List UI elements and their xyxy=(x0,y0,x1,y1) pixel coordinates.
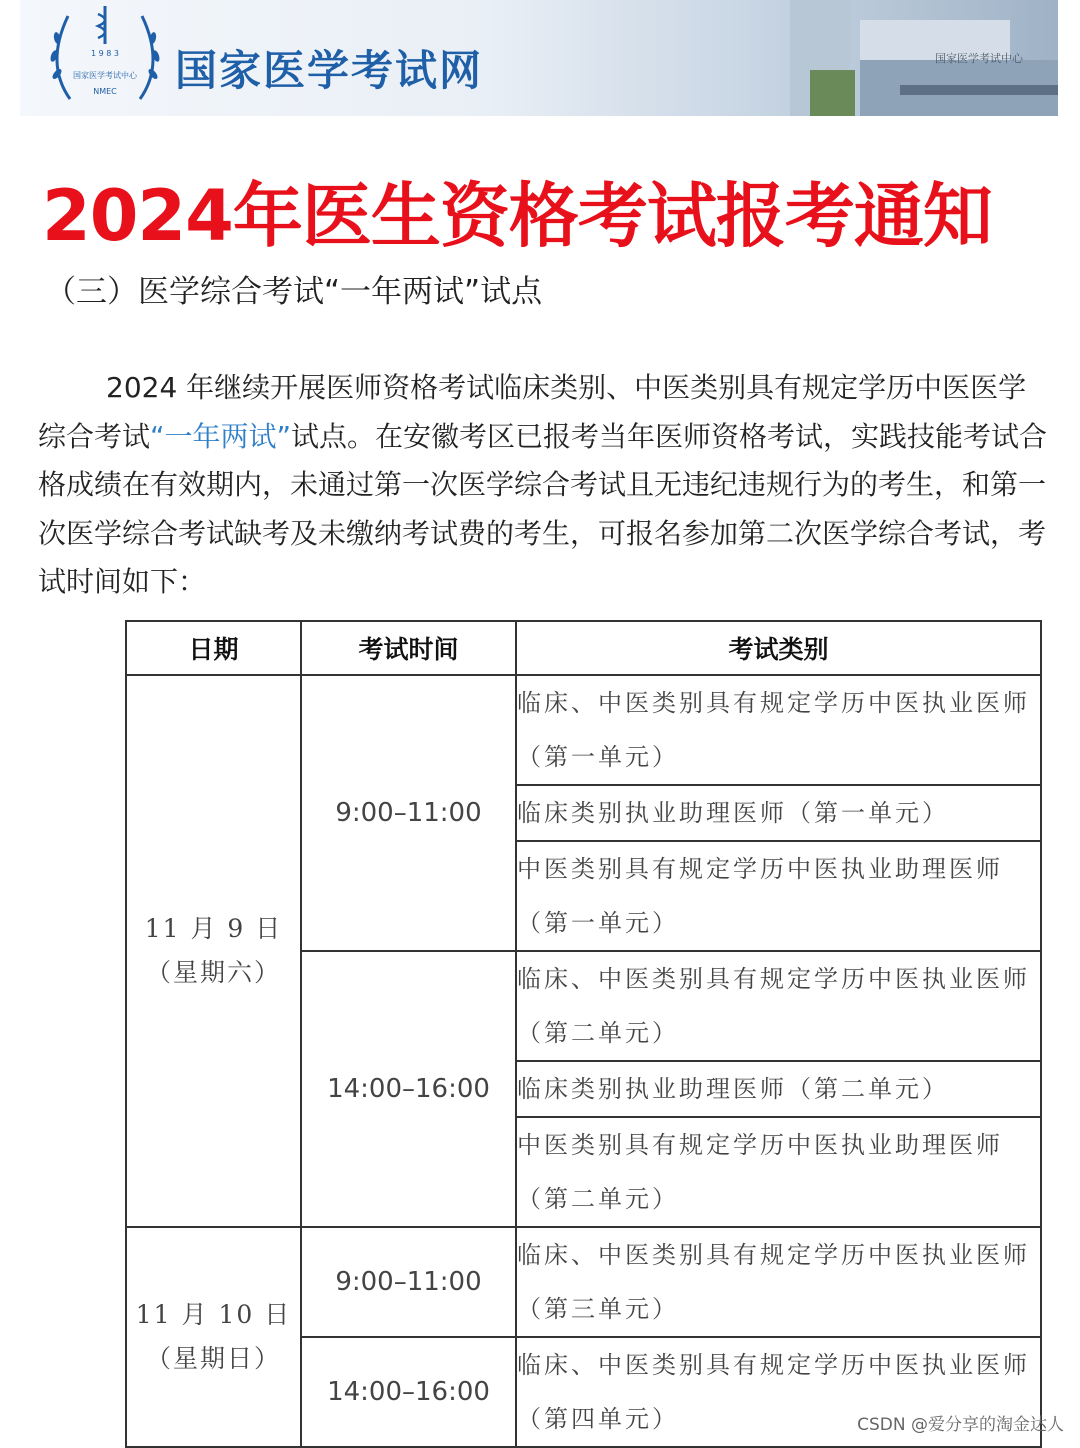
exam-category-cell: 临床类别执业助理医师（第一单元） xyxy=(516,785,1041,841)
csdn-watermark: CSDN @爱分享的淘金达人 xyxy=(857,1415,1064,1435)
day2-am-time: 9:00–11:00 xyxy=(301,1227,516,1337)
building-sign: 国家医学考试中心 xyxy=(935,52,1023,65)
day1-date-cell xyxy=(126,675,301,1227)
site-name: 国家医学考试网 xyxy=(175,46,484,95)
day1-pm-time: 14:00–16:00 xyxy=(301,951,516,1227)
day1-weekday: （星期六） xyxy=(145,958,281,987)
day2-weekday: （星期日） xyxy=(145,1344,281,1373)
day2-date-cell xyxy=(126,1227,301,1447)
header-time: 考试时间 xyxy=(301,621,516,675)
exam-schedule-table xyxy=(125,620,1042,1448)
emblem-abbr: NMEC xyxy=(93,87,117,96)
exam-category-cell: 中医类别具有规定学历中医执业助理医师（第一单元） xyxy=(516,841,1041,951)
day1-am-time: 9:00–11:00 xyxy=(301,675,516,951)
day2-date: 11 月 10 日 xyxy=(135,1300,292,1329)
exam-category-cell: 临床类别执业助理医师（第二单元） xyxy=(516,1061,1041,1117)
table-row xyxy=(126,1227,1041,1337)
paragraph-text-end: 试点。在安徽考区已报考当年医师资格考试，实践技能考试合格成绩在有效期内，未通过第一次医学综合考试且无违纪违规行为的考生，和第一次医学综合考试缺考及未缴纳考试费的考生，可报名参加第二次医学综合考试，考试时间如下： xyxy=(38,419,1048,598)
header-date: 日期 xyxy=(126,621,301,675)
exam-category-cell: 临床、中医类别具有规定学历中医执业医师（第四单元） xyxy=(516,1337,1041,1447)
emblem-org: 国家医学考试中心 xyxy=(73,71,137,80)
header-category: 考试类别 xyxy=(516,621,1041,675)
notice-title: 2024年医生资格考试报考通知 xyxy=(42,175,992,257)
exam-category-cell: 中医类别具有规定学历中医执业助理医师（第二单元） xyxy=(516,1117,1041,1227)
day1-date: 11 月 9 日 xyxy=(144,914,283,943)
table-row xyxy=(126,675,1041,785)
section-heading: （三）医学综合考试“一年两试”试点 xyxy=(45,274,543,310)
nmec-emblem-icon xyxy=(40,4,170,108)
header-banner xyxy=(20,0,1058,116)
notice-paragraph xyxy=(38,364,1048,607)
exam-category-cell: 临床、中医类别具有规定学历中医执业医师（第一单元） xyxy=(516,675,1041,785)
table-header-row xyxy=(126,621,1041,675)
exam-category-cell: 临床、中医类别具有规定学历中医执业医师（第三单元） xyxy=(516,1227,1041,1337)
day2-pm-time: 14:00–16:00 xyxy=(301,1337,516,1447)
paragraph-text-start: 2024 年继续开展医师资格考试临床类别、中医类别具有规定学历中医医学综合考试 xyxy=(38,371,1027,453)
emblem-year: 1 9 8 3 xyxy=(91,49,119,58)
paragraph-highlight: “一年两试” xyxy=(150,419,292,453)
exam-category-cell: 临床、中医类别具有规定学历中医执业医师（第二单元） xyxy=(516,951,1041,1061)
